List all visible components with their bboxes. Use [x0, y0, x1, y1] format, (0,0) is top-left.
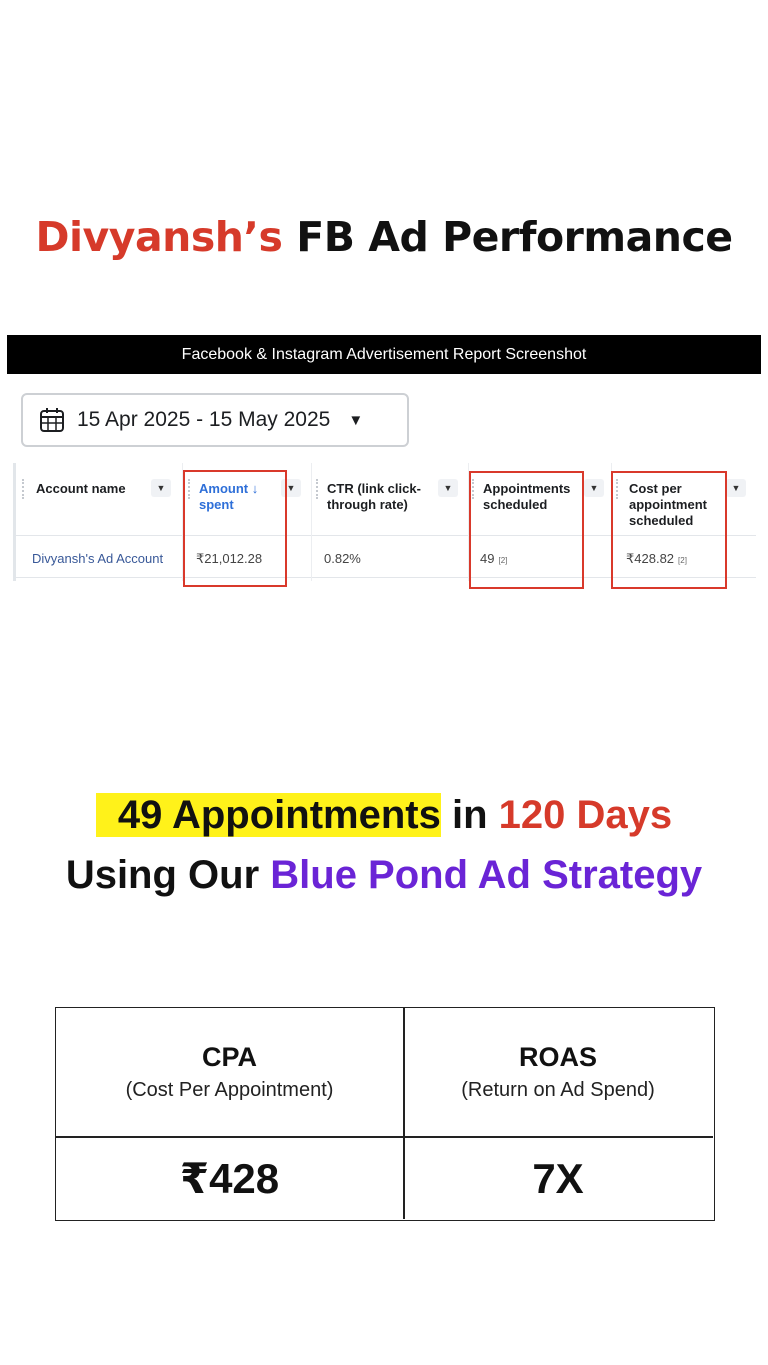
highlight-box-cost-per [611, 471, 727, 589]
roas-title: ROAS [518, 1042, 597, 1072]
result-using: Using Our [65, 853, 271, 897]
ctr-value: 0.82% [324, 551, 361, 566]
headline-name: Divyansh’s [35, 213, 283, 261]
col-ctr[interactable]: CTR (link click-through rate) [327, 481, 421, 512]
appointments-highlight: 49 Appointments [96, 793, 441, 837]
chevron-down-icon[interactable]: ▼ [438, 479, 458, 497]
footnote-marker: [2] [678, 556, 687, 565]
col-divider [311, 463, 312, 581]
page-headline [0, 213, 768, 261]
roas-header [403, 1008, 713, 1136]
drag-handle-icon[interactable] [316, 479, 319, 499]
result-in: in [440, 793, 499, 837]
result-line-1 [0, 793, 768, 838]
col-cost-per[interactable]: Cost per appointment scheduled [629, 481, 707, 528]
footnote-marker: [2] [498, 556, 508, 565]
caret-down-icon: ▼ [348, 411, 364, 429]
days-highlight: 120 Days [498, 793, 673, 837]
chevron-down-icon[interactable]: ▼ [726, 479, 746, 497]
report-banner: Facebook & Instagram Advertisement Report Screenshot [7, 335, 761, 374]
date-range-picker[interactable] [21, 393, 409, 447]
col-amount-spent[interactable]: Amount ↓ spent [199, 481, 259, 512]
cpa-title: CPA [201, 1042, 257, 1072]
metrics-table [55, 1007, 715, 1221]
chevron-down-icon[interactable]: ▼ [151, 479, 171, 497]
cpa-value-cell [56, 1138, 403, 1219]
ads-report-screenshot [7, 383, 761, 598]
roas-value-cell [403, 1138, 713, 1219]
highlight-box-spent [183, 470, 287, 587]
highlight-box-appointments [469, 471, 584, 589]
spent-value: ₹21,012.28 [196, 551, 263, 566]
roas-value: 7X [532, 1154, 584, 1202]
col-appointments[interactable]: Appointments scheduled [483, 481, 571, 512]
date-range-label: 15 Apr 2025 - 15 May 2025 [77, 408, 331, 431]
account-link[interactable]: Divyansh's Ad Account [32, 551, 164, 566]
cpa-subtitle: (Cost Per Appointment) [125, 1079, 334, 1101]
col-account-name[interactable]: Account name [36, 481, 126, 496]
strategy-name: Blue Pond Ad Strategy [270, 853, 703, 897]
chevron-down-icon[interactable]: ▼ [584, 479, 604, 497]
cpa-value: ₹428 [179, 1155, 280, 1202]
cpa-header [56, 1008, 403, 1136]
cost-per-value[interactable]: ₹428.82 [626, 551, 675, 566]
drag-handle-icon[interactable] [22, 479, 25, 499]
headline-rest: FB Ad Performance [296, 213, 733, 261]
result-line-2 [0, 853, 768, 898]
calendar-icon [39, 407, 65, 433]
appointments-value[interactable]: 49 [480, 551, 495, 566]
roas-subtitle: (Return on Ad Spend) [461, 1079, 655, 1101]
chevron-down-icon[interactable]: ▼ [281, 479, 301, 497]
